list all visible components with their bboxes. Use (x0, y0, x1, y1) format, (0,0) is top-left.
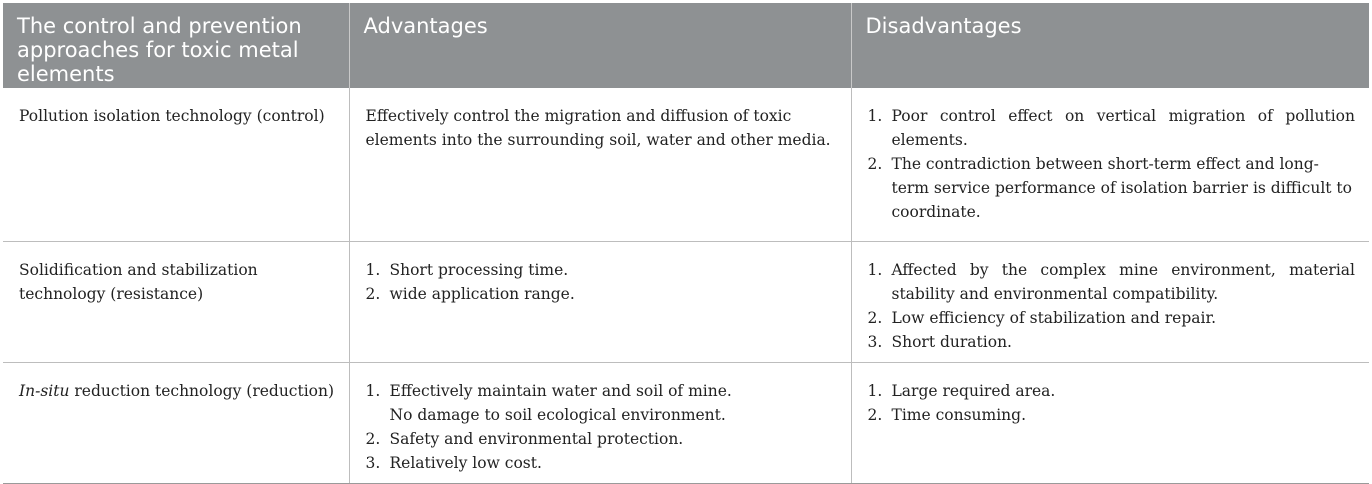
list-text-line: No damage to soil ecological environment. (389, 405, 726, 424)
list-item (868, 379, 1356, 403)
approach-text: Solidification and stabilization technology (resistance) (19, 260, 258, 303)
comparison-table (3, 3, 1369, 484)
disadvantages-cell (851, 241, 1369, 362)
list-number: 3. (365, 453, 381, 472)
list-text: The contradiction between short-term effect and long-term service performance of isolation barrier is difficult to coordinate. (891, 155, 1352, 221)
list-item (868, 330, 1356, 354)
approach-text: Pollution isolation technology (control) (19, 107, 325, 125)
disadvantages-list (868, 379, 1356, 427)
approach-cell (3, 362, 349, 483)
approach-cell (3, 241, 349, 362)
list-item (868, 152, 1356, 224)
list-text: Time consuming. (891, 405, 1027, 424)
list-number: 3. (867, 332, 883, 351)
list-number: 1. (365, 260, 381, 279)
list-number: 2. (867, 155, 883, 173)
list-number: 1. (365, 381, 381, 400)
header-row (3, 3, 1369, 88)
list-item (366, 427, 837, 451)
advantages-cell (349, 88, 851, 241)
list-number: 1. (867, 381, 883, 400)
list-text: Short duration. (891, 332, 1012, 351)
header-disadvantages: Disadvantages (851, 3, 1369, 88)
advantages-text: Effectively control the migration and diffusion of toxic elements into the surrounding soil, water and other media. (365, 107, 831, 149)
list-item (868, 104, 1356, 152)
list-item (366, 379, 837, 427)
list-text: Short processing time. (389, 260, 569, 279)
advantages-cell (349, 362, 851, 483)
list-text: Poor control effect on vertical migration of pollution elements. (891, 107, 1355, 149)
advantages-list (366, 379, 837, 475)
table-body (3, 88, 1369, 483)
table-row (3, 88, 1369, 241)
list-text (390, 379, 837, 427)
list-item (868, 306, 1356, 330)
approach-text: reduction technology (reduction) (69, 381, 335, 400)
list-text: Safety and environmental protection. (389, 429, 684, 448)
header-approaches: The control and prevention approaches for toxic metal elements (3, 3, 349, 88)
list-number: 2. (867, 405, 883, 424)
list-number: 2. (365, 429, 381, 448)
approach-cell (3, 88, 349, 241)
advantages-cell (349, 241, 851, 362)
advantages-list (366, 258, 837, 306)
list-item (366, 282, 837, 306)
table-header (3, 3, 1369, 88)
table-row (3, 362, 1369, 483)
comparison-table-container (3, 3, 1369, 484)
list-text-line: Effectively maintain water and soil of mine. (389, 381, 732, 400)
list-text: Relatively low cost. (389, 453, 542, 472)
list-text: Low efficiency of stabilization and repair. (891, 308, 1217, 327)
disadvantages-cell (851, 88, 1369, 241)
disadvantages-cell (851, 362, 1369, 483)
approach-italic-text: In-situ (19, 381, 70, 400)
list-number: 1. (867, 260, 883, 279)
disadvantages-list (868, 258, 1356, 354)
header-advantages: Advantages (349, 3, 851, 88)
list-text: wide application range. (389, 284, 575, 303)
list-number: 2. (867, 308, 883, 327)
list-text: Affected by the complex mine environment, material stability and environmental compatibility. (891, 260, 1355, 303)
list-item (366, 258, 837, 282)
list-number: 1. (867, 107, 883, 125)
disadvantages-list (868, 104, 1356, 224)
list-number: 2. (365, 284, 381, 303)
list-item (868, 403, 1356, 427)
table-row (3, 241, 1369, 362)
list-item (366, 451, 837, 475)
list-item (868, 258, 1356, 306)
list-text: Large required area. (891, 381, 1056, 400)
